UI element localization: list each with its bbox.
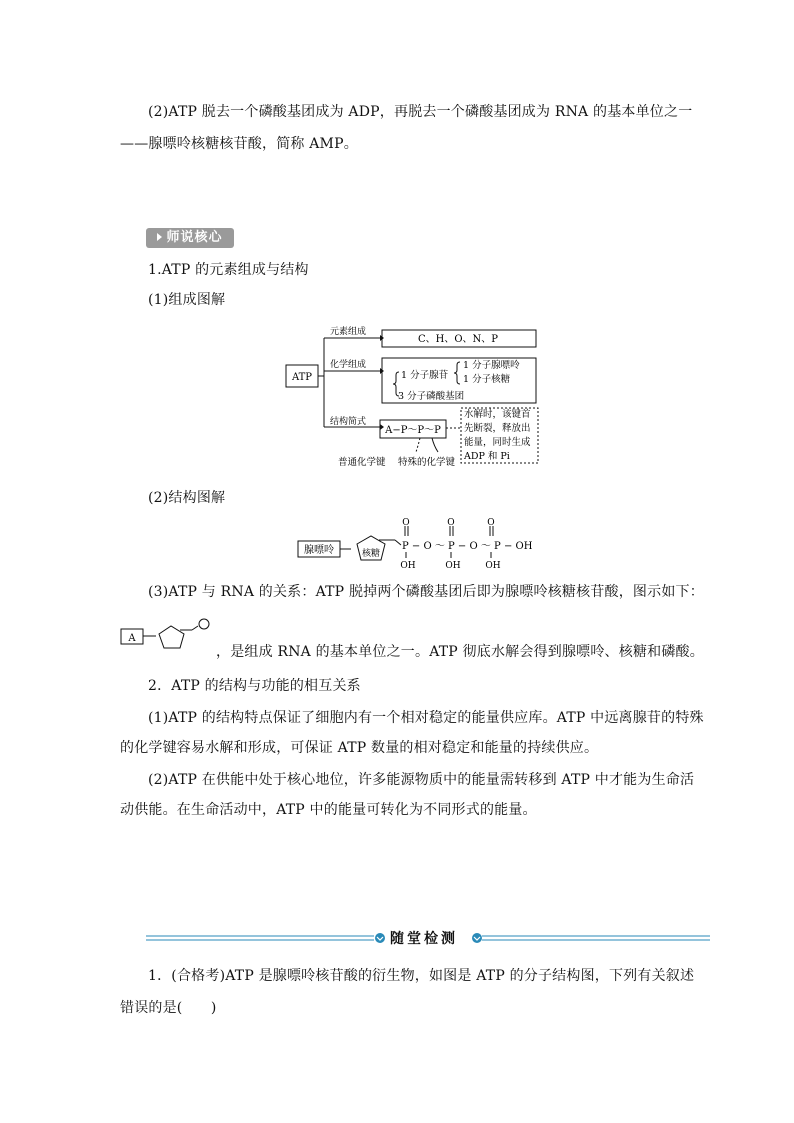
adenine-text: 1 分子腺嘌呤 bbox=[463, 360, 520, 371]
amp-diagram bbox=[118, 618, 216, 658]
phosphate-chain: P − O ～ P − O ～ P − OH bbox=[402, 541, 533, 552]
note-line: 先断裂，释放出 bbox=[464, 423, 531, 434]
formula-text: A−P～P～P bbox=[385, 425, 441, 436]
amp-a-label: A bbox=[128, 633, 136, 644]
hydroxyl-label: OH bbox=[445, 561, 461, 571]
note-line: 水解时，该键首 bbox=[464, 409, 531, 420]
atp-structure-diagram bbox=[295, 516, 535, 572]
question-line: 1．(合格考)ATP 是腺嘌呤核苷酸的衍生物，如图是 ATP 的分子结构图，下列有关叙述 bbox=[148, 968, 695, 984]
special-bond-label: 特殊的化学键 bbox=[398, 457, 456, 468]
section-badge bbox=[146, 228, 234, 248]
item2-title: 2．ATP 的结构与功能的相互关系 bbox=[148, 678, 361, 694]
hydroxyl-label: OH bbox=[400, 561, 416, 571]
oxygen-label: O bbox=[487, 518, 495, 528]
phosphate-text: 3 分子磷酸基团 bbox=[398, 391, 465, 402]
ordinary-bond-label: 普通化学键 bbox=[338, 457, 386, 468]
paragraph-line: ——腺嘌呤核糖核苷酸，简称 AMP。 bbox=[120, 136, 358, 152]
oxygen-label: O bbox=[447, 518, 455, 528]
label-chem: 化学组成 bbox=[330, 360, 367, 370]
amp-description: ，是组成 RNA 的基本单位之一。ATP 彻底水解会得到腺嘌呤、核糖和磷酸。 bbox=[216, 644, 704, 660]
item1-sub1: (1)组成图解 bbox=[148, 292, 226, 308]
label-struct: 结构简式 bbox=[330, 417, 367, 427]
atp-label: ATP bbox=[291, 372, 313, 383]
triangle-icon bbox=[157, 233, 162, 241]
paragraph-line: (1)ATP 的结构特点保证了细胞内有一个相对稳定的能量供应库。ATP 中远离腺苷的特殊 bbox=[148, 710, 704, 726]
oxygen-label: O bbox=[402, 518, 410, 528]
label-elements: 元素组成 bbox=[330, 327, 367, 337]
divider-title: 随堂检测 bbox=[390, 931, 458, 947]
hydroxyl-label: OH bbox=[485, 561, 501, 571]
amp-ribose-pentagon bbox=[159, 626, 184, 648]
amp-phosphate-circle bbox=[199, 619, 209, 629]
adenosine-text: 1 分子腺苷 bbox=[401, 370, 449, 381]
paragraph-line: (2)ATP 在供能中处于核心地位，许多能源物质中的能量需转移到 ATP 中才能为生命活 bbox=[148, 772, 695, 788]
atp-composition-diagram bbox=[280, 322, 550, 472]
ribose-text: 1 分子核糖 bbox=[463, 374, 511, 385]
item1-sub2: (2)结构图解 bbox=[148, 490, 226, 506]
question-line: 错误的是( ) bbox=[120, 1000, 217, 1016]
item1-title: 1.ATP 的元素组成与结构 bbox=[148, 262, 309, 278]
note-line: 能量，同时生成 bbox=[464, 437, 531, 448]
divider-dot-icon bbox=[472, 933, 482, 943]
elements-text: C、H、O、N、P bbox=[417, 334, 499, 345]
divider-dot-icon bbox=[375, 933, 385, 943]
paragraph-line: 的化学键容易水解和形成，可保证 ATP 数量的相对稳定和能量的持续供应。 bbox=[120, 740, 599, 756]
adenine-label: 腺嘌呤 bbox=[304, 545, 334, 556]
note-line: ADP 和 Pi bbox=[464, 451, 510, 462]
item1-sub3: (3)ATP 与 RNA 的关系：ATP 脱掉两个磷酸基团后即为腺嘌呤核糖核苷酸，图示如下： bbox=[148, 584, 704, 600]
paragraph-line: (2)ATP 脱去一个磷酸基团成为 ADP，再脱去一个磷酸基团成为 RNA 的基本单位之一 bbox=[148, 104, 693, 120]
ribose-label: 核糖 bbox=[361, 549, 381, 559]
section-badge-label: 师说核心 bbox=[166, 230, 223, 245]
paragraph-line: 动供能。在生命活动中，ATP 中的能量可转化为不同形式的能量。 bbox=[120, 802, 537, 818]
